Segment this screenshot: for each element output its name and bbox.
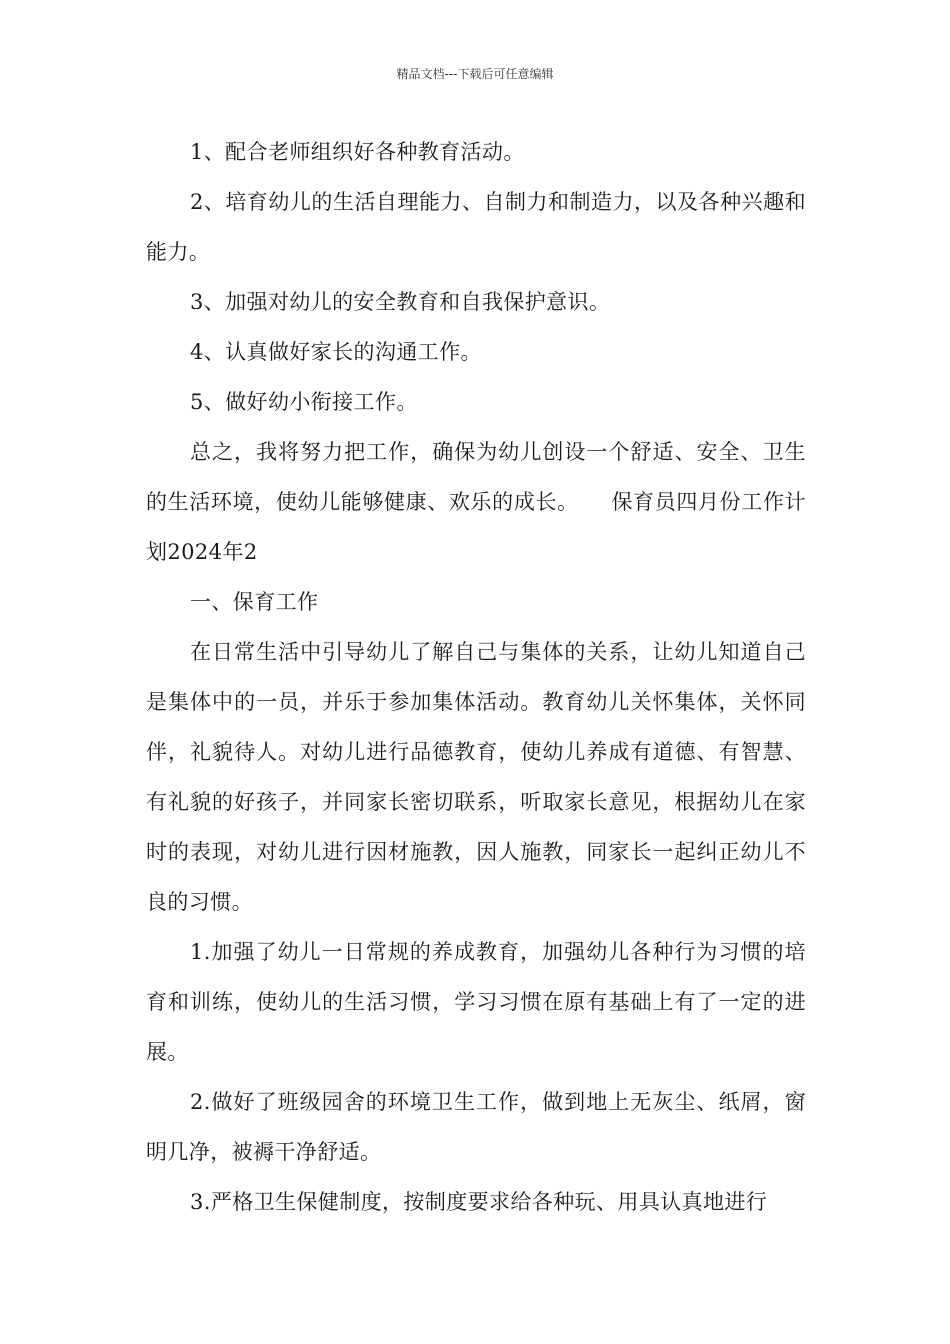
list-item-4: 4、认真做好家长的沟通工作。	[190, 340, 482, 364]
section-heading: 一、保育工作	[190, 590, 319, 614]
numbered-item-3: 3.严格卫生保健制度，按制度要求给各种玩、用具认真地进行	[190, 1190, 768, 1214]
list-item-5: 5、做好幼小衔接工作。	[190, 390, 418, 414]
list-item-1: 1、配合老师组织好各种教育活动。	[190, 140, 525, 164]
list-item-3: 3、加强对幼儿的安全教育和自我保护意识。	[190, 290, 611, 314]
numbered-item-1: 1.加强了幼儿一日常规的养成教育，加强幼儿各种行为习惯的培育和训练，使幼儿的生活习惯，学习习惯在原有基础上有了一定的进展。	[146, 940, 806, 1064]
body-paragraph: 在日常生活中引导幼儿了解自己与集体的关系，让幼儿知道自己是集体中的一员，并乐于参加集体活动。教育幼儿关怀集体，关怀同伴，礼貌待人。对幼儿进行品德教育，使幼儿养成有道德、有智慧、有礼貌的好孩子，并同家长密切联系，听取家长意见，根据幼儿在家时的表现，对幼儿进行因材施教，因人施教，同家长一起纠正幼儿不良的习惯。	[146, 640, 806, 914]
list-item-2: 2、培育幼儿的生活自理能力、自制力和制造力，以及各种兴趣和能力。	[146, 190, 806, 264]
numbered-item-2: 2.做好了班级园舍的环境卫生工作，做到地上无灰尘、纸屑，窗明几净，被褥干净舒适。	[146, 1090, 806, 1164]
summary-paragraph: 总之，我将努力把工作，确保为幼儿创设一个舒适、安全、卫生的生活环境，使幼儿能够健康、欢乐的成长。 保育员四月份工作计划2024年2	[146, 440, 806, 564]
page-header: 精品文档---下载后可任意编辑	[396, 67, 554, 81]
document-body	[146, 127, 806, 1227]
